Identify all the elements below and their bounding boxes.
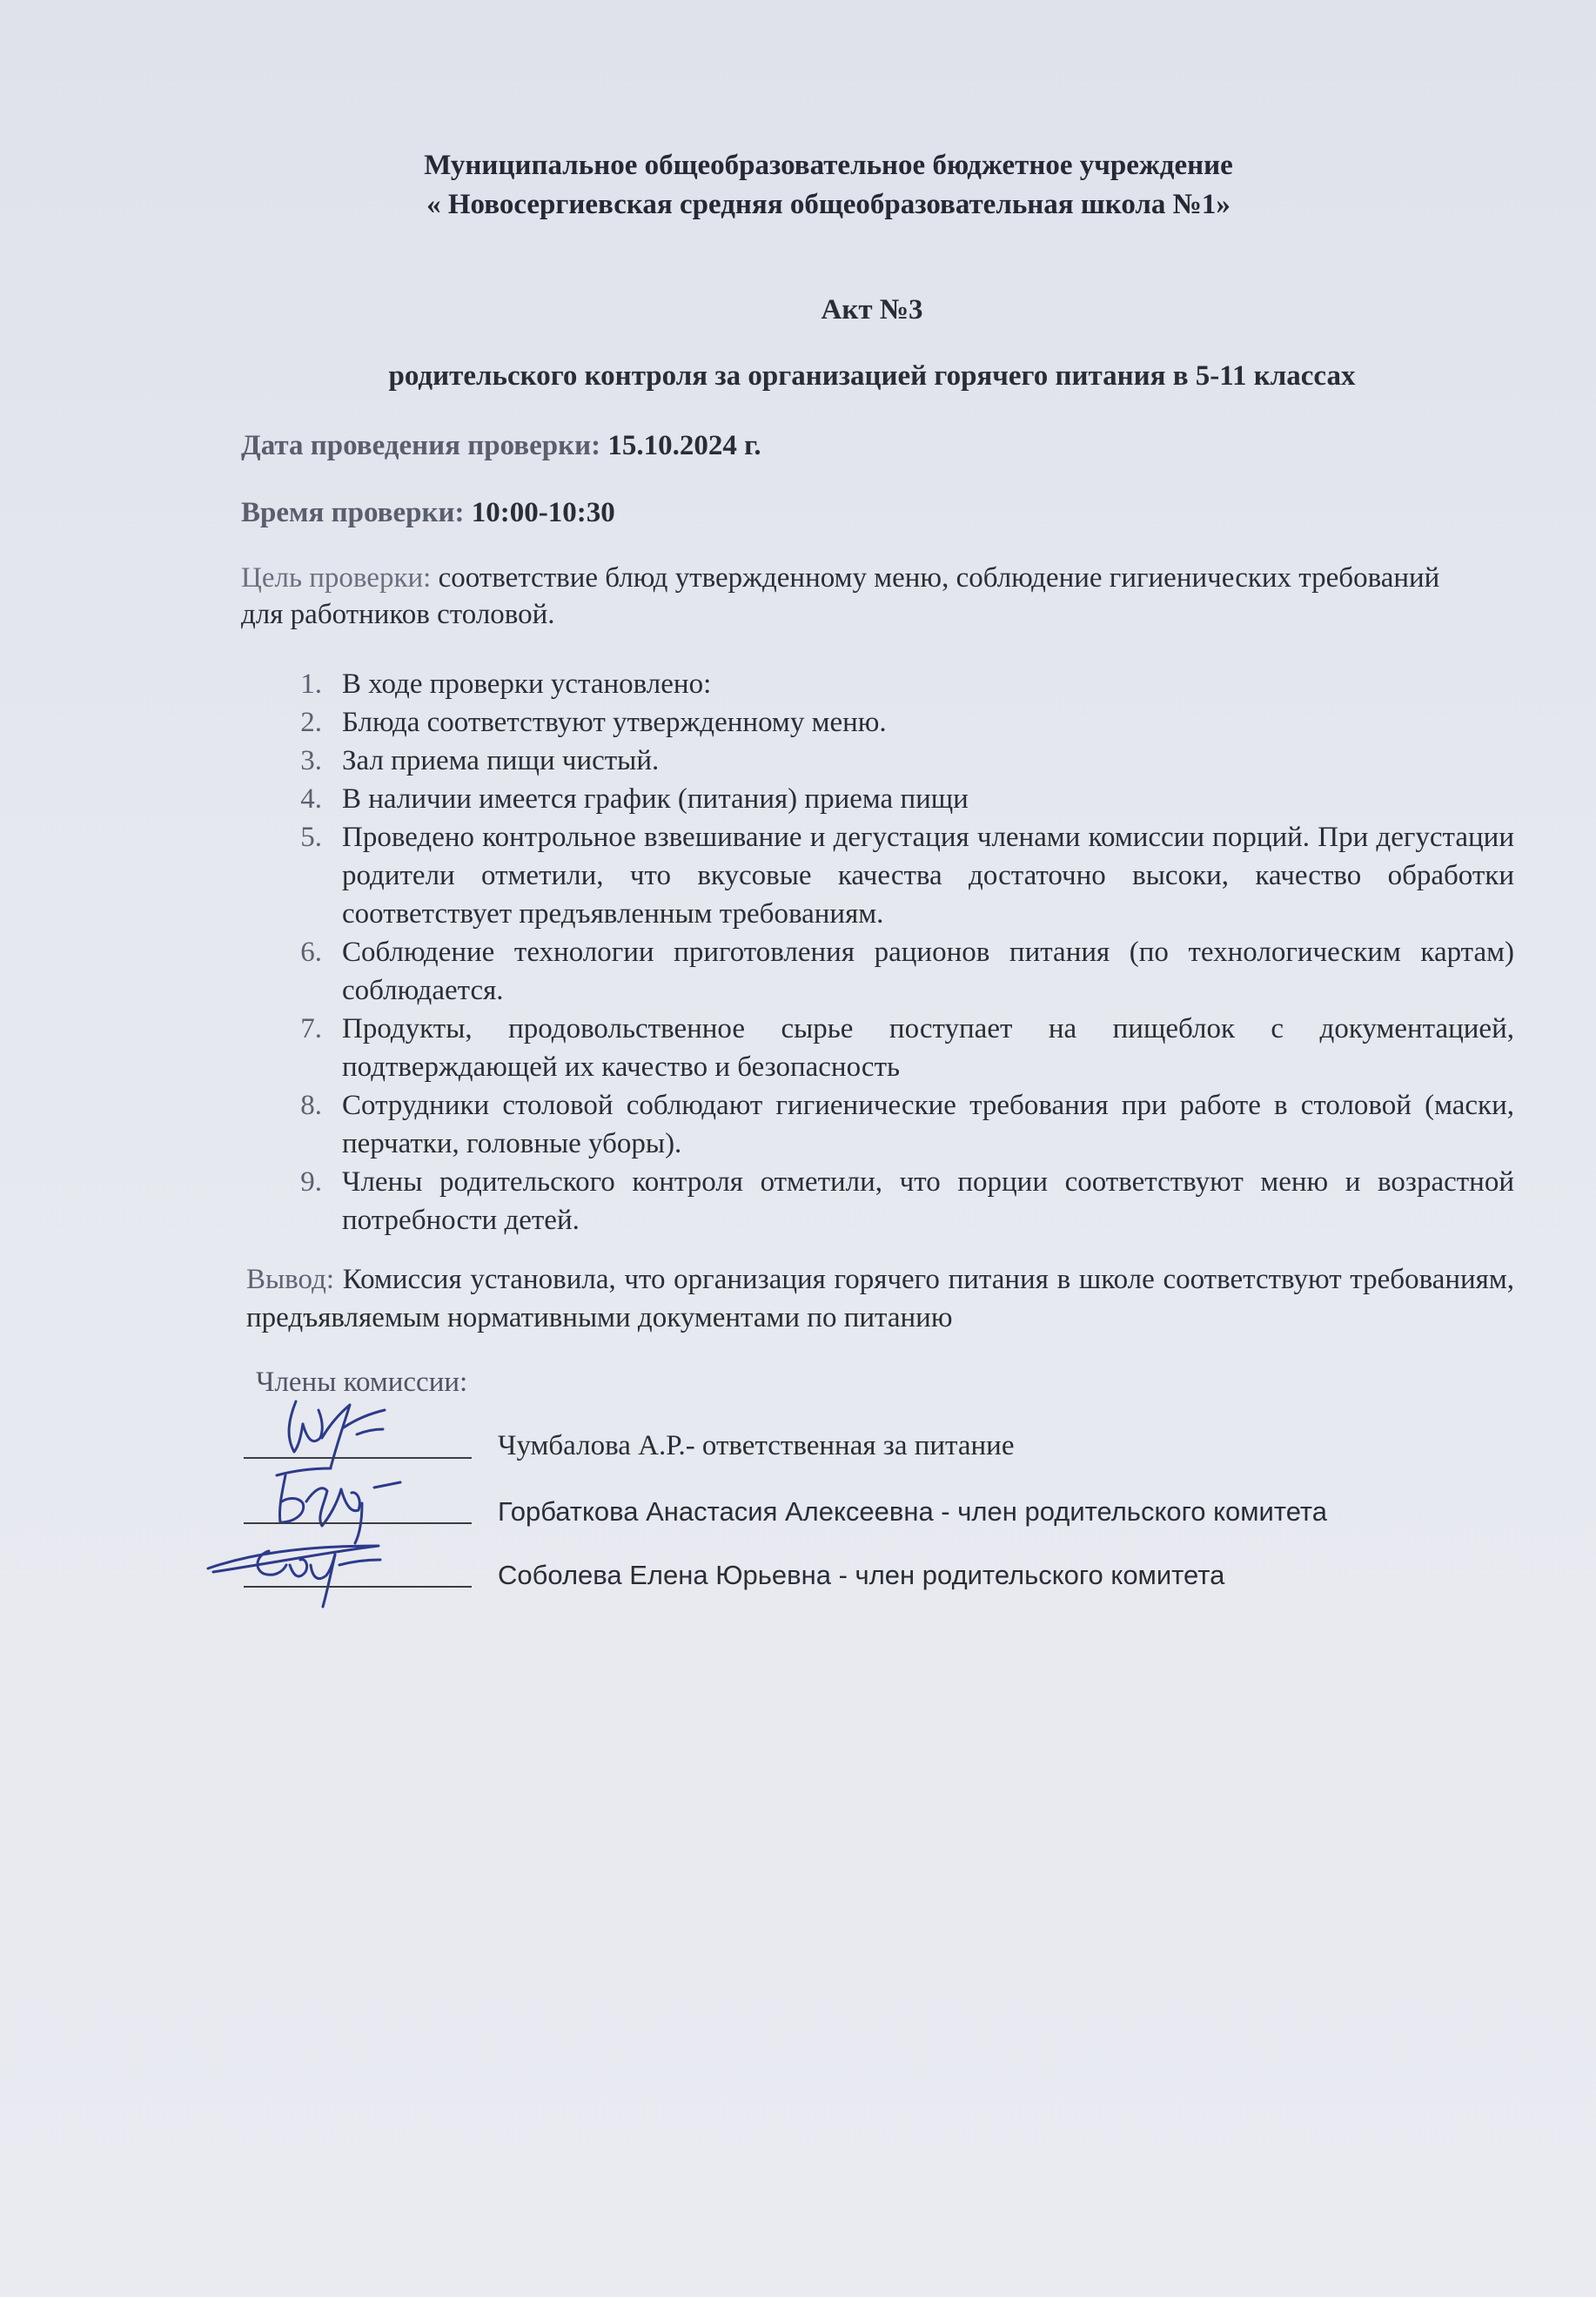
conclusion xyxy=(246,1260,1514,1337)
findings-item xyxy=(287,1163,1514,1239)
findings-item-text: Сотрудники столовой соблюдают гигиенические требования при работе в столовой (маски, перчатки, головные уборы). xyxy=(342,1090,1514,1159)
findings-item-number: 4. xyxy=(300,783,322,815)
findings-item-number: 2. xyxy=(300,707,322,738)
findings-item-number: 7. xyxy=(300,1013,322,1044)
findings-item-number: 1. xyxy=(300,668,322,700)
conclusion-label: Вывод: xyxy=(246,1264,335,1295)
inspection-goal-label: Цель проверки: xyxy=(241,562,432,594)
inspection-date xyxy=(241,430,761,462)
findings-item-text: Зал приема пищи чистый. xyxy=(342,745,660,776)
inspection-time xyxy=(241,497,615,529)
inspection-time-value: 10:00-10:30 xyxy=(471,497,615,528)
conclusion-text: Комиссия установила, что организация горячего питания в школе соответствуют требованиям, предъявляемым нормативными документами по питанию xyxy=(246,1264,1514,1333)
handwritten-signature xyxy=(196,1516,422,1612)
findings-item-text: В наличии имеется график (питания) приема пищи xyxy=(342,783,969,815)
findings-item-text: В ходе проверки установлено: xyxy=(342,668,712,700)
signature-line xyxy=(244,1586,472,1588)
inspection-date-label: Дата проведения проверки: xyxy=(241,430,601,461)
commission-member-name: Чумбалова А.Р.- ответственная за питание xyxy=(498,1430,1015,1461)
findings-item-text: Соблюдение технологии приготовления рационов питания (по технологическим картам) соблюдается. xyxy=(342,937,1514,1006)
findings-item xyxy=(287,818,1514,933)
header-line-school: « Новосергиевская средняя общеобразовательная школа №1» xyxy=(426,189,1231,220)
commission-member-name: Горбаткова Анастасия Алексеевна - член родительского комитета xyxy=(498,1496,1328,1527)
act-subtitle: родительского контроля за организацией горячего питания в 5-11 классах xyxy=(388,360,1356,392)
findings-item-number: 3. xyxy=(300,745,322,776)
inspection-date-value: 15.10.2024 г. xyxy=(607,430,761,461)
findings-item xyxy=(287,665,1514,703)
findings-item xyxy=(287,703,1514,742)
findings-item xyxy=(287,742,1514,780)
findings-list xyxy=(287,665,1514,1239)
commission-members-label: Члены комиссии: xyxy=(256,1367,468,1398)
findings-item-text: Члены родительского контроля отметили, что порции соответствуют меню и возрастной потребности детей. xyxy=(342,1166,1514,1236)
document-header xyxy=(0,146,1596,225)
findings-item-text: Проведено контрольное взвешивание и дегустация членами комиссии порций. При дегустации родители отметили, что вкусовые качества достаточно высоки, качество обработки соответствует предъявленным требованиям. xyxy=(342,822,1514,930)
findings-item xyxy=(287,1086,1514,1163)
findings-item xyxy=(287,933,1514,1010)
inspection-time-label: Время проверки: xyxy=(241,497,465,528)
findings-item-number: 8. xyxy=(300,1090,322,1121)
commission-member-name: Соболева Елена Юрьевна - член родительского комитета xyxy=(498,1560,1225,1590)
inspection-goal-text: соответствие блюд утвержденному меню, соблюдение гигиенических требований для работников столовой. xyxy=(241,562,1440,630)
findings-item-number: 5. xyxy=(300,822,322,853)
header-line-institution: Муниципальное общеобразовательное бюджетное учреждение xyxy=(424,150,1233,181)
act-title: Акт №3 xyxy=(821,294,923,326)
findings-item-number: 6. xyxy=(300,937,322,968)
findings-item-text: Блюда соответствуют утвержденному меню. xyxy=(342,707,887,738)
findings-item-text: Продукты, продовольственное сырье поступает на пищеблок с документацией, подтверждающей их качество и безопасность xyxy=(342,1013,1514,1083)
inspection-goal xyxy=(241,560,1459,633)
findings-item xyxy=(287,1010,1514,1086)
signature-row xyxy=(0,1539,1596,1600)
findings-item-number: 9. xyxy=(300,1166,322,1198)
findings-item xyxy=(287,780,1514,818)
